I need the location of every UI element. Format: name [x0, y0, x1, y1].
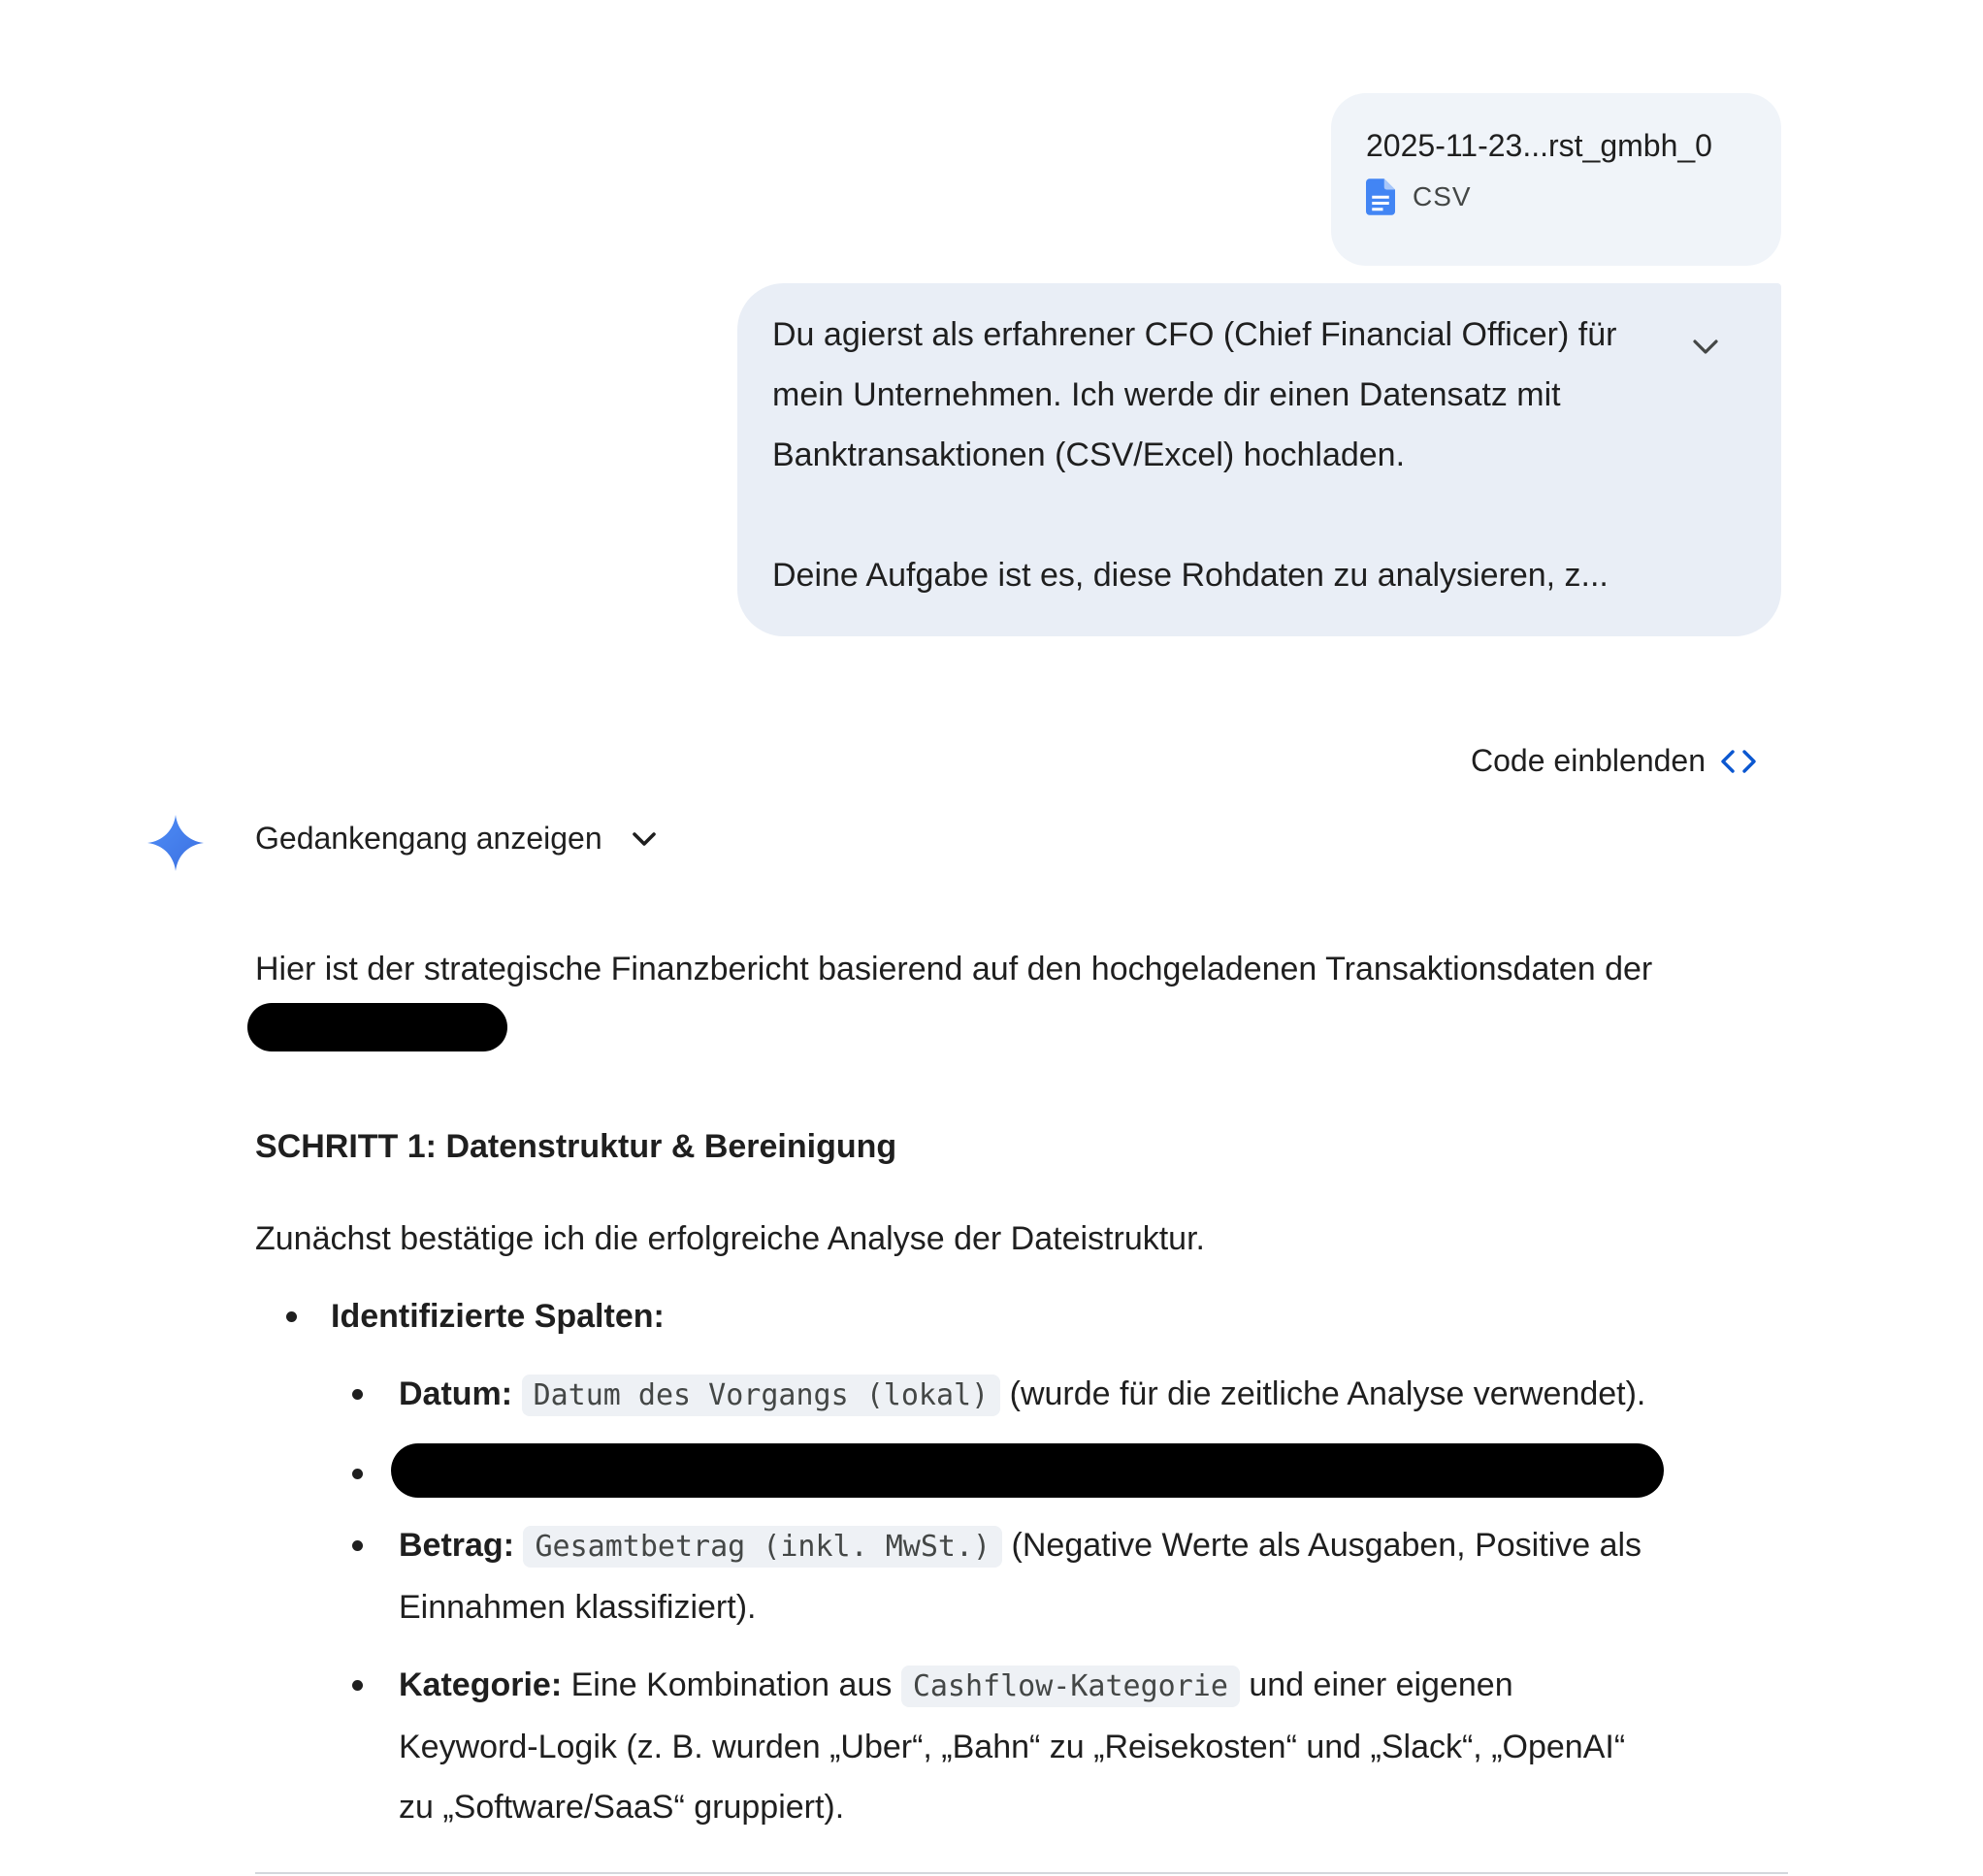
- bullet: [352, 1680, 363, 1691]
- expand-prompt-button[interactable]: [1684, 326, 1727, 369]
- bullet: [286, 1311, 297, 1322]
- item-text: (wurde für die zeitliche Analyse verwendet).: [1000, 1375, 1646, 1412]
- item-text: und einer eigenen Keyword-Logik (z. B. wurden „Uber“, „Bahn“ zu „Reisekosten“ und „Slack“, „OpenAI“ zu „Software/SaaS“ gruppiert).: [399, 1666, 1626, 1826]
- sub-list: [255, 1364, 1788, 1837]
- item-text: (Negative Werte als Ausgaben, Positive als Einnahmen klassifiziert).: [399, 1527, 1642, 1626]
- gemini-star-icon: [146, 813, 206, 873]
- inline-code: Gesamtbetrag (inkl. MwSt.): [523, 1526, 1002, 1568]
- attachment-file-name: 2025-11-23...rst_gmbh_0: [1366, 128, 1712, 163]
- document-icon: [1366, 178, 1395, 215]
- user-prompt-bubble: [737, 283, 1781, 636]
- step-intro: Zunächst bestätige ich die erfolgreiche Analyse der Dateistruktur.: [255, 1220, 1205, 1257]
- chevron-down-icon: [1692, 339, 1719, 356]
- user-prompt-text-2: Deine Aufgabe ist es, diese Rohdaten zu analysieren, z...: [772, 557, 1609, 594]
- attachment-chip[interactable]: [1331, 93, 1781, 266]
- chevron-down-icon: [628, 823, 661, 856]
- inline-code: Cashflow-Kategorie: [901, 1666, 1240, 1707]
- list-item-betrag: [255, 1515, 1652, 1637]
- section-divider: [255, 1872, 1788, 1874]
- item-label: Kategorie:: [399, 1666, 563, 1703]
- show-thoughts-button[interactable]: [255, 821, 661, 857]
- bullet: [352, 1469, 363, 1479]
- model-response: [255, 939, 1788, 1855]
- attachment-meta: [1366, 178, 1781, 215]
- item-label: Betrag:: [399, 1527, 515, 1564]
- column-list: [255, 1286, 1788, 1837]
- item-label: Datum:: [399, 1375, 513, 1412]
- bullet: [352, 1540, 363, 1551]
- bullet: [352, 1389, 363, 1400]
- list-heading: Identifizierte Spalten:: [331, 1298, 665, 1335]
- list-item-redacted: [255, 1443, 1652, 1498]
- user-prompt-text: Du agierst als erfahrener CFO (Chief Financial Officer) für mein Unternehmen. Ich werde dir einen Datensatz mit Banktransaktionen (CSV/Excel) hochladen.: [772, 316, 1617, 473]
- inline-code: Datum des Vorgangs (lokal): [522, 1375, 1001, 1416]
- item-text-before: Eine Kombination aus: [562, 1666, 901, 1703]
- attachment-file-type: CSV: [1413, 181, 1472, 211]
- redaction-bar: [391, 1443, 1664, 1498]
- response-intro: Hier ist der strategische Finanzbericht basierend auf den hochgeladenen Transaktionsdaten der: [255, 951, 1653, 987]
- code-brackets-icon: [1719, 744, 1758, 779]
- list-item-datum: [255, 1364, 1652, 1426]
- show-code-label: Code einblenden: [1471, 743, 1706, 778]
- show-thoughts-label: Gedankengang anzeigen: [255, 821, 602, 856]
- list-item-kategorie: [255, 1655, 1652, 1837]
- redaction-bar: [247, 1003, 507, 1051]
- show-code-button[interactable]: [1471, 743, 1758, 779]
- step-heading: SCHRITT 1: Datenstruktur & Bereinigung: [255, 1128, 897, 1165]
- list-item: [255, 1286, 1788, 1837]
